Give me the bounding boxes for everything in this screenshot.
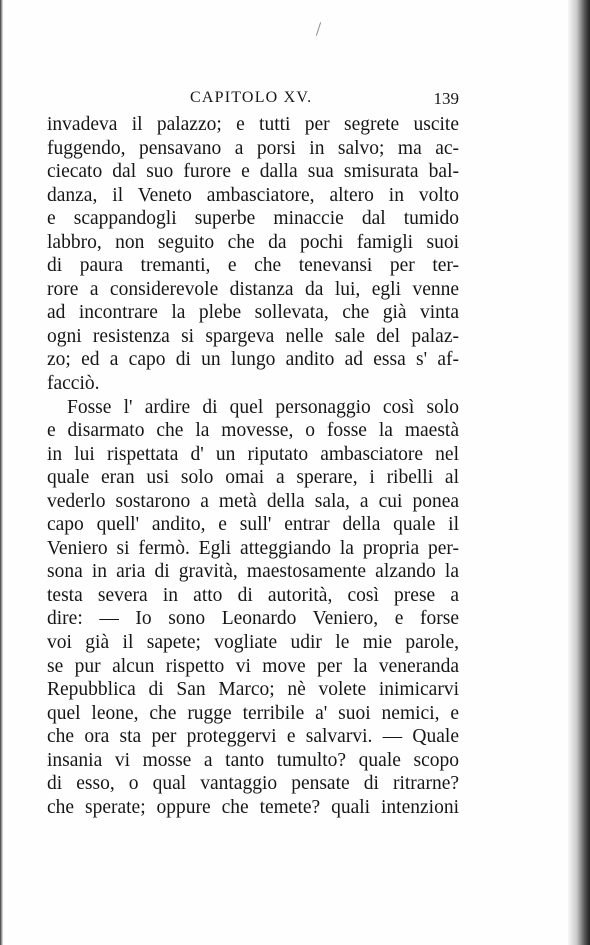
scan-mark xyxy=(316,22,321,36)
text-line: se pur alcun rispetto vi move per la veneranda xyxy=(47,655,459,677)
running-head xyxy=(47,89,459,111)
text-line: danza, il Veneto ambasciatore, altero in volto xyxy=(47,184,459,206)
scan-right-edge-shadow xyxy=(568,0,590,945)
text-line: ogni resistenza si spargeva nelle sale del palaz- xyxy=(47,325,459,347)
text-line: labbro, non seguito che da pochi famigli suoi xyxy=(47,231,459,253)
text-line: che ora sta per proteggervi e salvarvi. — Quale xyxy=(47,726,459,748)
text-line: che sperate; oppure che temete? quali intenzioni xyxy=(47,796,459,818)
text-line: e disarmato che la movesse, o fosse la maestà xyxy=(47,420,459,442)
text-line: e scappandogli superbe minaccie dal tumido xyxy=(47,208,459,230)
text-line: Repubblica di San Marco; nè volete inimicarvi xyxy=(47,679,459,701)
text-line: Veniero si fermò. Egli atteggiando la propria per- xyxy=(47,537,459,559)
paragraph-start-line: Fosse l' ardire di quel personaggio così solo xyxy=(67,396,459,418)
text-line: voi già il sapete; vogliate udir le mie parole, xyxy=(47,632,459,654)
text-line: testa severa in atto di autorità, così prese a xyxy=(47,584,459,606)
text-line: sona in aria di gravità, maestosamente alzando la xyxy=(47,561,459,583)
text-line: invadeva il palazzo; e tutti per segrete uscite xyxy=(47,114,459,135)
text-line: di esso, o qual vantaggio pensate di ritrarne? xyxy=(47,773,459,795)
text-line: ciecato dal suo furore e dalla sua smisurata bal- xyxy=(47,161,459,183)
text-line: di paura tremanti, e che tenevansi per ter- xyxy=(47,255,459,277)
body-text xyxy=(47,113,459,819)
text-line: capo quell' andito, e sull' entrar della quale il xyxy=(47,514,459,536)
text-line: in lui rispettata d' un riputato ambasciatore nel xyxy=(47,443,459,465)
text-line: quel leone, che rugge terribile a' suoi nemici, e xyxy=(47,702,459,724)
text-line: zo; ed a capo di un lungo andito ad essa s' af- xyxy=(47,349,459,371)
text-line: ad incontrare la plebe sollevata, che già vinta xyxy=(47,302,459,324)
scan-left-edge xyxy=(0,0,3,945)
text-line: fuggendo, pensavano a porsi in salvo; ma ac- xyxy=(47,137,459,159)
page-number: 139 xyxy=(433,89,459,108)
text-line: facciò. xyxy=(47,373,100,395)
text-line: vederlo sostarono a metà della sala, a cui ponea xyxy=(47,490,459,512)
text-line: insania vi mosse a tanto tumulto? quale scopo xyxy=(47,749,459,771)
text-line: quale eran usi solo omai a sperare, i ribelli al xyxy=(47,467,459,489)
chapter-title: CAPITOLO XV. xyxy=(190,89,313,106)
text-line: dire: — Io sono Leonardo Veniero, e forse xyxy=(47,608,459,630)
text-line: rore a considerevole distanza da lui, egli venne xyxy=(47,278,459,300)
